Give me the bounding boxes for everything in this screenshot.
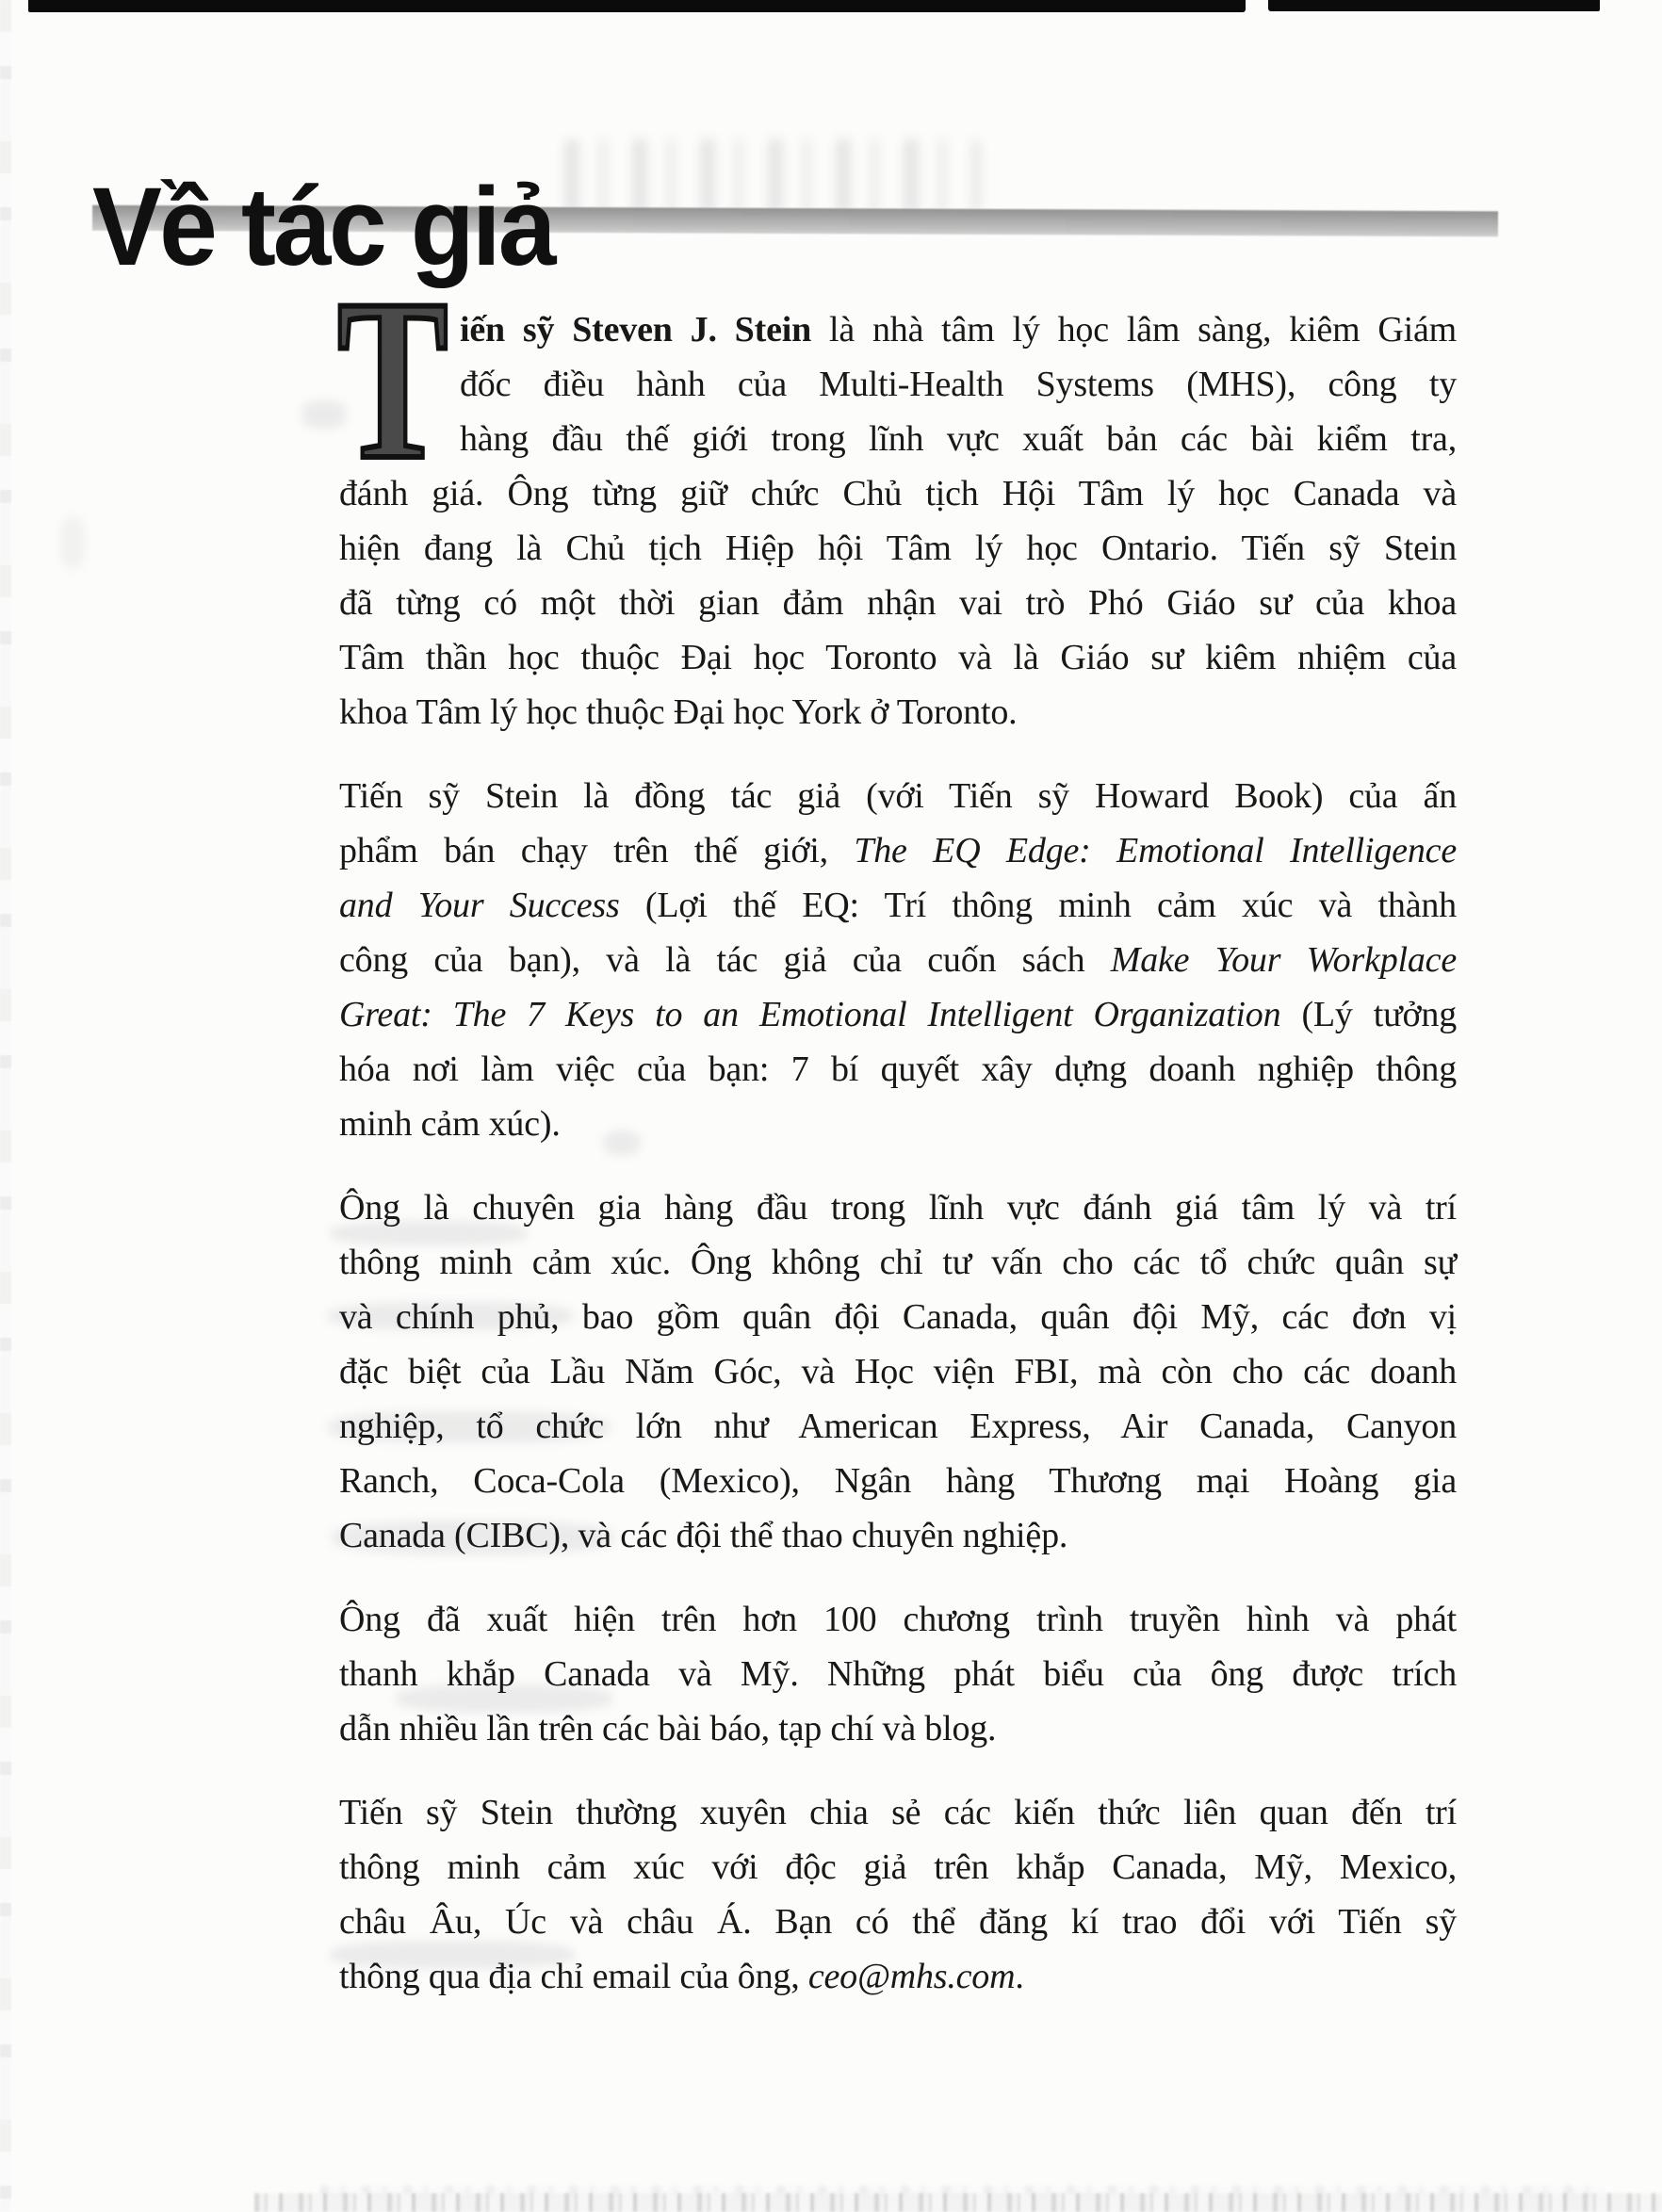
- text-segment: (Lợi thế EQ: Trí thông minh cảm xúc và thành: [619, 886, 1457, 925]
- text-segment: hàng đầu thế giới trong lĩnh vực xuất bản các bài kiểm tra,: [460, 419, 1457, 459]
- text-segment: Tiến sỹ Stein thường xuyên chia sẻ các kiến thức liên quan đến trí: [339, 1793, 1457, 1832]
- text-line: [339, 770, 1457, 824]
- paragraph: [337, 252, 1458, 740]
- text-segment: (Lý tưởng: [1280, 995, 1457, 1034]
- bleed-through-artifact: [60, 516, 85, 569]
- paragraph: [339, 1181, 1457, 1564]
- text-segment: Ranch, Coca-Cola (Mexico), Ngân hàng Thương mại Hoàng gia: [339, 1461, 1457, 1501]
- text-segment: Ông là chuyên gia hàng đầu trong lĩnh vực đánh giá tâm lý và trí: [339, 1188, 1457, 1228]
- text-line: [339, 1950, 1457, 2005]
- text-line: [339, 934, 1457, 988]
- italic-text-segment: Great: The 7 Keys to an Emotional Intelligent Organization: [339, 995, 1281, 1034]
- text-segment: và chính phủ, bao gồm quân đội Canada, quân đội Mỹ, các đơn vị: [339, 1297, 1457, 1337]
- text-line: [339, 413, 1457, 467]
- paragraph: [339, 1786, 1457, 2005]
- paragraph: [339, 770, 1457, 1152]
- scan-edge-bar-right: [1268, 0, 1600, 11]
- text-line: [339, 1236, 1457, 1291]
- text-line: [339, 1648, 1457, 1702]
- bold-text-segment: iến sỹ Steven J. Stein: [460, 310, 812, 350]
- text-line: [339, 1702, 1457, 1757]
- text-segment: Tiến sỹ Stein là đồng tác giả (với Tiến sỹ Howard Book) của ấn: [339, 776, 1457, 816]
- body-text: [337, 252, 1458, 2005]
- text-line: [339, 358, 1457, 413]
- text-segment: là nhà tâm lý học lâm sàng, kiêm Giám: [811, 310, 1458, 350]
- text-line: [339, 1841, 1457, 1895]
- text-line: [339, 577, 1457, 631]
- text-segment: phẩm bán chạy trên thế giới,: [339, 831, 855, 870]
- text-segment: minh cảm xúc).: [339, 1104, 561, 1144]
- italic-text-segment: Make Your Workplace: [1110, 940, 1457, 980]
- text-line: [339, 1098, 1457, 1152]
- text-line: [339, 1181, 1457, 1236]
- text-segment: khoa Tâm lý học thuộc Đại học York ở Toronto.: [339, 692, 1018, 732]
- text-line: [339, 1455, 1457, 1509]
- text-line: [339, 1593, 1457, 1648]
- paragraph: [339, 1593, 1457, 1757]
- text-segment: đã từng có một thời gian đảm nhận vai trò Phó Giáo sư của khoa: [339, 583, 1457, 623]
- text-line: [339, 467, 1457, 522]
- scan-edge-bar-left: [28, 0, 1246, 12]
- page-title: Về tác giả: [92, 165, 554, 290]
- text-line: [339, 1786, 1457, 1841]
- text-segment: thông minh cảm xúc với độc giả trên khắp Canada, Mỹ, Mexico,: [339, 1847, 1457, 1887]
- text-line: [339, 1043, 1457, 1098]
- text-line: [339, 631, 1457, 686]
- italic-text-segment: ceo@mhs.com: [807, 1957, 1016, 1996]
- text-segment: .: [1015, 1957, 1024, 1996]
- text-segment: châu Âu, Úc và châu Á. Bạn có thể đăng kí trao đổi với Tiến sỹ: [339, 1902, 1457, 1942]
- italic-text-segment: and Your Success: [339, 886, 620, 925]
- scan-edge-noise: [0, 0, 11, 2212]
- text-segment: Canada (CIBC), và các đội thể thao chuyên nghiệp.: [339, 1516, 1068, 1555]
- text-segment: thông minh cảm xúc. Ông không chỉ tư vấn cho các tổ chức quân sự: [339, 1243, 1457, 1282]
- text-line: [339, 1509, 1457, 1564]
- text-segment: đặc biệt của Lầu Năm Góc, và Học viện FBI, mà còn cho các doanh: [339, 1352, 1457, 1391]
- text-segment: Ông đã xuất hiện trên hơn 100 chương trình truyền hình và phát: [339, 1600, 1457, 1639]
- text-line: [339, 686, 1457, 740]
- text-line: [339, 988, 1457, 1043]
- text-segment: công của bạn), và là tác giả của cuốn sách: [339, 940, 1111, 980]
- drop-cap-letter: T: [337, 252, 448, 507]
- text-segment: hóa nơi làm việc của bạn: 7 bí quyết xây dựng doanh nghiệp thông: [339, 1049, 1457, 1089]
- text-segment: đánh giá. Ông từng giữ chức Chủ tịch Hội Tâm lý học Canada và: [339, 474, 1457, 513]
- text-line: [339, 303, 1457, 358]
- scan-bottom-noise: [254, 2193, 1662, 2212]
- text-segment: đốc điều hành của Multi-Health Systems (MHS), công ty: [460, 365, 1457, 404]
- text-segment: dẫn nhiều lần trên các bài báo, tạp chí và blog.: [339, 1709, 997, 1748]
- text-segment: nghiệp, tổ chức lớn như American Express, Air Canada, Canyon: [339, 1407, 1457, 1446]
- text-segment: thanh khắp Canada và Mỹ. Những phát biểu của ông được trích: [339, 1654, 1457, 1694]
- bleed-through-artifact: [565, 139, 980, 213]
- text-line: [339, 1400, 1457, 1455]
- text-line: [339, 1345, 1457, 1400]
- italic-text-segment: The EQ Edge: Emotional Intelligence: [854, 831, 1457, 870]
- text-segment: thông qua địa chỉ email của ông,: [339, 1957, 808, 1996]
- text-segment: Tâm thần học thuộc Đại học Toronto và là Giáo sư kiêm nhiệm của: [339, 638, 1457, 677]
- text-line: [339, 522, 1457, 577]
- text-line: [339, 1895, 1457, 1950]
- text-line: [339, 1291, 1457, 1345]
- text-segment: hiện đang là Chủ tịch Hiệp hội Tâm lý học Ontario. Tiến sỹ Stein: [339, 529, 1457, 568]
- text-line: [339, 824, 1457, 879]
- text-line: [339, 879, 1457, 934]
